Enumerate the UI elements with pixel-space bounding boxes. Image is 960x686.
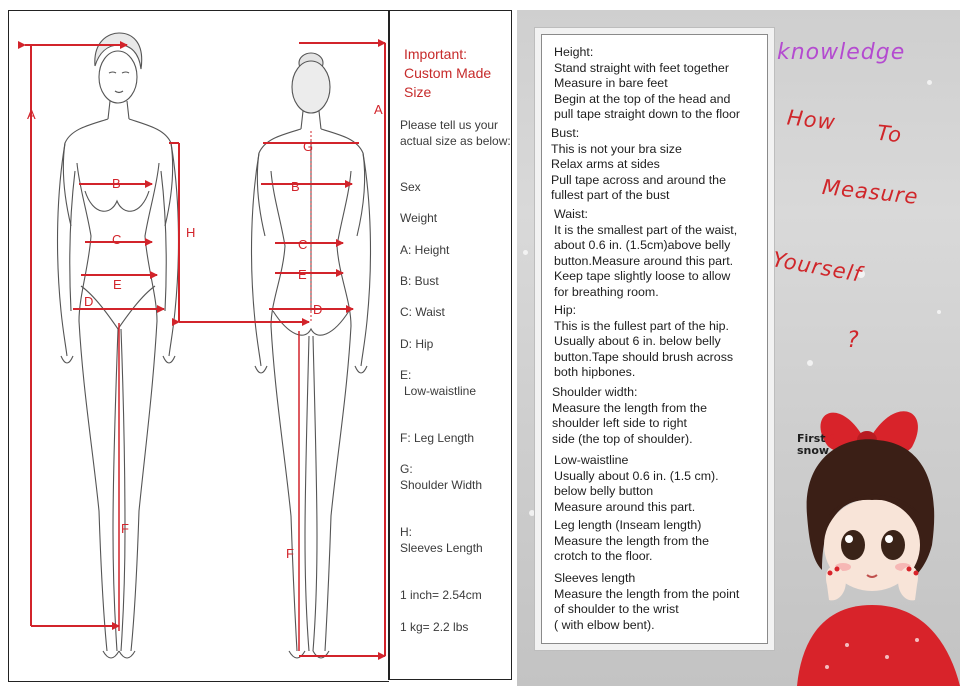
label-a-back: A (374, 102, 383, 117)
instruction-line: Begin at the top of the head and (554, 91, 731, 106)
instruction-line: Sleeves length (554, 571, 636, 585)
label-b-front: B (112, 176, 121, 191)
instruction-line: for breathing room. (554, 284, 659, 299)
instruction-line: crotch to the floor. (554, 549, 653, 563)
instruction-line: Low-waistline (554, 453, 629, 467)
instruction-line: side (the top of shoulder). (552, 431, 693, 446)
instruction-line: This is not your bra size (551, 141, 682, 156)
instruction-line: Leg length (Inseam length) (554, 518, 702, 532)
instruction-line: about 0.6 in. (1.5cm)above belly (554, 238, 731, 252)
shoulder-letter: G: (400, 462, 413, 476)
first-text: First (797, 432, 826, 445)
size-list-sidebar (388, 10, 512, 680)
girl-illustration (767, 395, 960, 686)
instruction-waist (554, 207, 764, 300)
instruction-line: Measure around this part. (554, 499, 696, 514)
low-waist-label: Low-waistline (404, 384, 477, 398)
instruction-line: This is the fullest part of the hip. (554, 318, 729, 333)
handwritten-measure: Measure (821, 175, 920, 209)
label-c-front: C (112, 232, 122, 247)
label-e-front: E (113, 277, 122, 292)
instruction-sleeve (554, 571, 764, 633)
handwritten-knowledge: knowledge (777, 40, 906, 65)
instruction-line: Keep tape slightly loose to allow (554, 269, 731, 283)
sex-label: Sex (400, 180, 421, 194)
instruction-height (554, 45, 764, 123)
label-b-back: B (291, 179, 300, 194)
instruction-line: shoulder left side to right (552, 416, 687, 430)
label-c-back: C (298, 237, 308, 252)
instruction-line: pull tape straight down to the floor (554, 107, 740, 121)
important-title: Important: Custom Made Size (404, 46, 492, 100)
front-figure (58, 33, 179, 658)
label-f-back: F (286, 546, 294, 561)
instruction-line: Hip: (554, 303, 577, 317)
instruction-low-waist (554, 453, 764, 515)
bust-label: B: Bust (400, 274, 439, 288)
label-a-front: A (27, 107, 36, 122)
handwritten-how: How (785, 105, 837, 135)
instruction-line: Bust: (551, 126, 580, 140)
weight-label: Weight (400, 211, 438, 225)
instruction-line: Shoulder width: (552, 385, 638, 399)
shoulder-label: Shoulder Width (400, 478, 483, 492)
snow-dot (523, 250, 528, 255)
instruction-line: button.Tape should brush across (554, 349, 734, 364)
instruction-line: Pull tape across and around the (551, 172, 726, 187)
instruction-line: of shoulder to the wrist (554, 602, 679, 616)
label-d-back: D (313, 302, 323, 317)
label-h: H (186, 225, 196, 240)
intro-text: Please tell us your actual size as below: (400, 118, 511, 148)
snow-dot (529, 510, 535, 516)
instruction-hip (554, 303, 764, 381)
measurement-chart (8, 10, 389, 682)
sleeve-letter: H: (400, 525, 412, 539)
handwritten-question-mark: ? (847, 328, 860, 353)
instruction-line: Stand straight with feet together (554, 60, 729, 75)
instruction-line: below belly button (554, 484, 654, 498)
instruction-line: Measure the length from the point (554, 586, 740, 601)
waist-label: C: Waist (400, 305, 445, 319)
how-to-measure-panel (517, 10, 960, 686)
instructions-card (541, 34, 768, 644)
heart-icon: ♥ (825, 432, 836, 445)
sleeve-label: Sleeves Length (400, 541, 483, 555)
instruction-line: fullest part of the bust (551, 188, 670, 202)
instruction-line: button.Measure around this part. (554, 253, 734, 268)
snow-dot (927, 80, 932, 85)
label-f-front: F (121, 521, 129, 536)
handwritten-to: To (875, 120, 904, 148)
instruction-shoulder (552, 385, 762, 447)
instruction-line: Waist: (554, 207, 588, 221)
label-e-back: E (298, 267, 307, 282)
instruction-line: Height: (554, 45, 594, 59)
instruction-line: ( with elbow bent). (554, 617, 655, 632)
snow-text: snow (797, 444, 830, 457)
hip-label: D: Hip (400, 337, 434, 351)
body-figures (9, 11, 389, 681)
measure-lines (25, 43, 385, 656)
instruction-line: Measure in bare feet (554, 76, 668, 90)
instruction-line: Measure the length from the (554, 533, 709, 548)
instruction-line: Usually about 6 in. below belly (554, 334, 721, 348)
instruction-line: both hipbones. (554, 365, 636, 379)
instruction-line: Usually about 0.6 in. (1.5 cm). (554, 468, 719, 483)
height-label: A: Height (400, 243, 450, 257)
label-d-front: D (84, 294, 94, 309)
instruction-line: Measure the length from the (552, 400, 707, 415)
label-g: G (303, 139, 314, 154)
snow-dot (807, 360, 813, 366)
instruction-leg (554, 518, 764, 565)
snow-dot (937, 310, 941, 314)
inch-conversion: 1 inch= 2.54cm (400, 588, 482, 602)
handwritten-yourself: Yourself (770, 247, 864, 287)
kg-conversion: 1 kg= 2.2 lbs (400, 620, 469, 634)
instruction-line: Relax arms at sides (551, 157, 660, 171)
first-snow-logo (797, 433, 835, 457)
instruction-line: It is the smallest part of the waist, (554, 222, 738, 237)
leg-label: F: Leg Length (400, 431, 475, 445)
instruction-bust (551, 126, 761, 204)
low-waist-letter: E: (400, 368, 412, 382)
